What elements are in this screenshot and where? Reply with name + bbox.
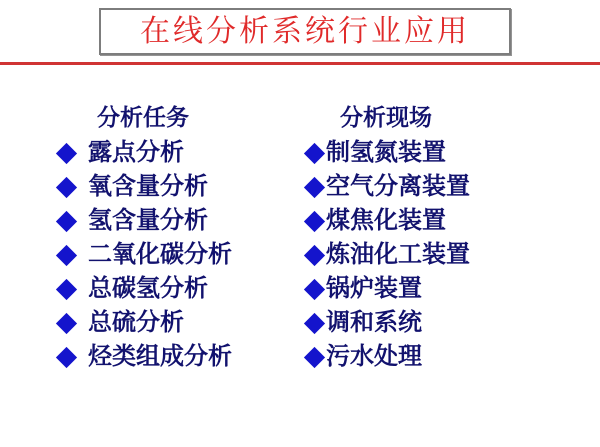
list-item [305,170,470,204]
list-item-label: 氧含量分析 [88,173,208,200]
diamond-bullet-icon [304,176,325,197]
diamond-bullet-icon [304,312,325,333]
list-item [305,306,470,340]
list-item [56,238,232,272]
list-item-label: 污水处理 [326,343,422,370]
diamond-bullet-icon [304,142,325,163]
title-box [99,8,511,55]
column-header-analysis-sites: 分析现场 [340,104,432,130]
diamond-bullet-icon [304,210,325,231]
list-item [305,136,470,170]
list-item-label: 烃类组成分析 [88,343,232,370]
list-item [56,136,232,170]
diamond-bullet-icon [56,278,77,299]
analysis-sites-list [305,136,470,374]
list-item-label: 空气分离装置 [326,173,470,200]
diamond-bullet-icon [56,176,77,197]
list-item-label: 总硫分析 [88,309,184,336]
diamond-bullet-icon [304,278,325,299]
diamond-bullet-icon [56,244,77,265]
list-item [56,204,232,238]
list-item [56,272,232,306]
list-item-label: 煤焦化装置 [326,207,446,234]
list-item [56,306,232,340]
diamond-bullet-icon [304,244,325,265]
list-item [56,170,232,204]
analysis-tasks-list [56,136,232,374]
list-item-label: 炼油化工装置 [326,241,470,268]
diamond-bullet-icon [304,346,325,367]
list-item [305,340,470,374]
diamond-bullet-icon [56,312,77,333]
list-item-label: 总碳氢分析 [88,275,208,302]
list-item [305,204,470,238]
list-item [305,238,470,272]
slide-title: 在线分析系统行业应用 [140,14,470,48]
list-item-label: 制氢氮装置 [326,139,446,166]
list-item-label: 锅炉装置 [326,275,422,302]
diamond-bullet-icon [56,346,77,367]
diamond-bullet-icon [56,142,77,163]
list-item-label: 氢含量分析 [88,207,208,234]
diamond-bullet-icon [56,210,77,231]
column-header-analysis-tasks: 分析任务 [97,104,189,130]
list-item-label: 二氧化碳分析 [88,241,232,268]
list-item-label: 露点分析 [88,139,184,166]
list-item [56,340,232,374]
list-item-label: 调和系统 [326,309,422,336]
red-divider-line [0,62,600,65]
list-item [305,272,470,306]
